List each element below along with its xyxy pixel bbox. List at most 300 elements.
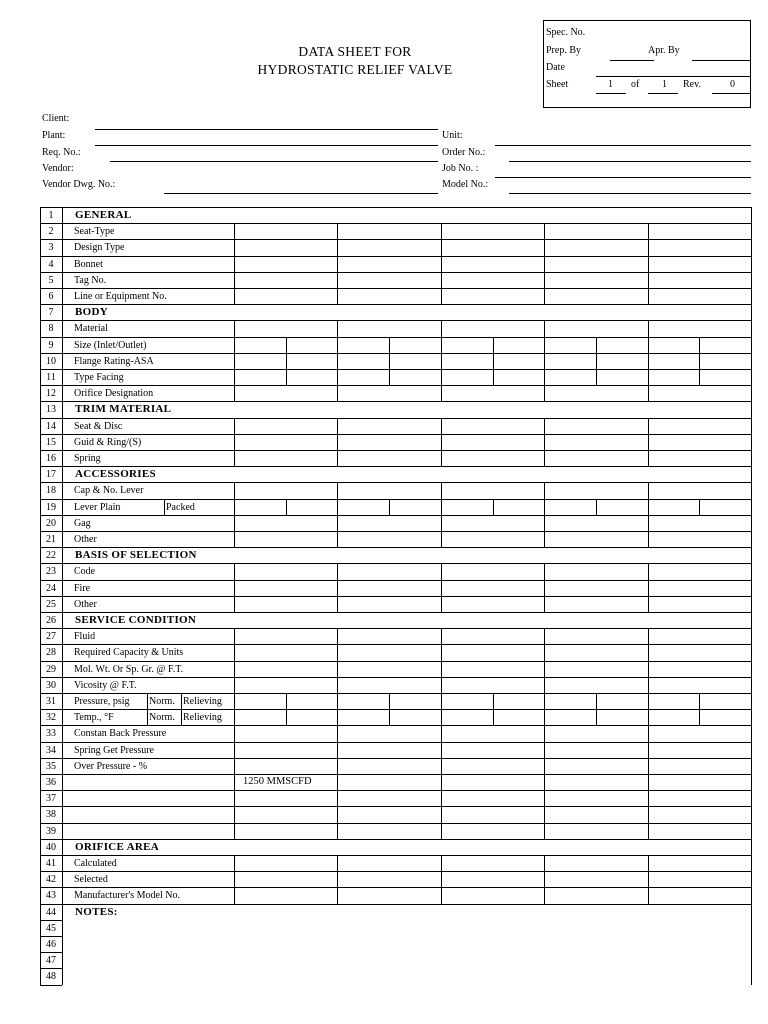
vendor-label: Vendor: [42,163,74,174]
value-cell[interactable] [545,856,646,870]
value-cell[interactable] [235,451,336,465]
value-cell[interactable] [442,564,543,578]
spec-no-label: Spec. No. [546,27,586,38]
req-no-label: Req. No.: [42,147,81,158]
value-cell[interactable] [338,224,439,238]
rev-label: Rev. [683,79,701,90]
row-sub-label: Norm. [149,712,175,724]
value-cell[interactable] [235,807,336,821]
row-number: 15 [46,436,56,448]
value-cell[interactable] [235,338,336,352]
value-cell[interactable] [649,581,750,595]
value-cell[interactable] [442,516,543,530]
value-cell[interactable] [442,386,543,400]
value-cell[interactable] [545,888,646,902]
row-number: 7 [48,307,54,319]
value-cell[interactable] [338,483,439,497]
value-cell[interactable] [338,273,439,287]
value-cell[interactable] [545,500,646,514]
value-cell[interactable] [649,419,750,433]
value-cell[interactable] [442,273,543,287]
value-cell[interactable] [545,710,646,724]
value-cell[interactable] [235,564,336,578]
value-cell[interactable] [235,386,336,400]
row-number: 16 [46,453,56,464]
value-cell[interactable] [338,257,439,271]
notes-row-line [40,952,62,953]
row-number: 42 [46,874,56,886]
value-cell[interactable] [338,500,439,514]
value-cell[interactable] [235,759,336,773]
row-number: 39 [46,825,56,837]
row-label: Lever Plain [74,501,121,513]
value-cell[interactable] [338,645,439,659]
plant-field[interactable] [95,129,438,130]
value-cell[interactable] [545,743,646,757]
value-cell[interactable] [545,662,646,676]
value-cell[interactable] [442,581,543,595]
value-cell[interactable] [545,435,646,449]
value-cell[interactable] [338,710,439,724]
table-top-border [40,207,751,208]
value-cell[interactable] [338,743,439,757]
value-cell[interactable] [338,726,439,740]
value-cell[interactable] [338,856,439,870]
value-cell[interactable] [442,872,543,886]
value-cell[interactable] [545,532,646,546]
value-cell[interactable] [545,240,646,254]
unit-field[interactable] [495,145,751,146]
row-number: 44 [46,906,56,918]
value-cell[interactable] [442,775,543,789]
row-sub-label: Relieving [183,696,222,707]
value-cell[interactable] [235,224,336,238]
value-cell[interactable] [649,435,750,449]
value-cell[interactable] [649,532,750,546]
sub-label-line [164,499,165,515]
value-cell[interactable] [442,694,543,708]
value-cell[interactable] [442,321,543,335]
value-cell[interactable] [649,856,750,870]
sheet-number: 1 [608,79,613,90]
row-number: 27 [46,631,56,643]
value-cell[interactable] [649,321,750,335]
date-label: Date [546,62,565,73]
value-cell[interactable] [442,289,543,303]
row-divider [40,401,751,402]
row-label: Required Capacity & Units [74,647,184,659]
row-divider [40,612,751,613]
value-cell[interactable] [649,597,750,611]
value-cell[interactable] [442,743,543,757]
title-line-1: DATA SHEET FOR [298,44,412,59]
value-cell[interactable] [545,694,646,708]
value-cell[interactable] [649,289,750,303]
value-cell[interactable] [545,483,646,497]
row-label: Manufacturer's Model No. [74,890,180,902]
value-cell[interactable] [545,419,646,433]
row-label: Seat-Type [74,226,115,238]
row-sub-label: Relieving [183,712,222,724]
value-cell[interactable] [338,872,439,886]
value-cell[interactable] [235,678,336,692]
value-cell[interactable] [545,386,646,400]
plant-label: Plant: [42,130,66,141]
vendor-field[interactable] [110,161,438,162]
row-number: 3 [48,242,54,254]
row-number: 19 [46,501,56,513]
value-cell[interactable] [442,726,543,740]
value-cell[interactable] [235,273,336,287]
value-cell[interactable] [442,532,543,546]
notes-row-line [40,936,62,937]
value-cell[interactable] [442,856,543,870]
value-cell[interactable] [545,759,646,773]
row-label: Spring Get Pressure [74,744,154,756]
row-label: TRIM MATERIAL [75,403,172,416]
date-field[interactable] [596,76,750,77]
row-divider [40,839,751,840]
value-cell[interactable] [442,370,543,384]
row-label: Size (Inlet/Outlet) [74,339,147,351]
value-cell[interactable] [649,743,750,757]
value-cell[interactable] [649,791,750,805]
row-number: 4 [48,258,54,270]
rev-value: 0 [730,79,735,90]
value-cell[interactable] [338,240,439,254]
value-cell[interactable] [649,386,750,400]
row-number: 37 [46,793,56,805]
value-cell[interactable] [235,872,336,886]
value-cell[interactable] [235,483,336,497]
value-cell[interactable] [649,338,750,352]
value-cell[interactable] [649,370,750,384]
value-cell[interactable] [649,354,750,368]
value-cell[interactable] [338,370,439,384]
value-cell[interactable] [338,888,439,902]
value-cell[interactable] [235,257,336,271]
value-cell[interactable] [442,662,543,676]
value-cell[interactable] [649,694,750,708]
value-cell[interactable] [649,516,750,530]
row-number: 32 [46,712,56,724]
value-cell[interactable] [235,824,336,838]
value-cell[interactable] [649,775,750,789]
value-cell[interactable] [235,419,336,433]
value-cell[interactable] [338,581,439,595]
value-cell[interactable] [338,791,439,805]
value-cell[interactable] [649,629,750,643]
value-cell[interactable] [545,370,646,384]
value-cell[interactable] [545,726,646,740]
value-cell[interactable] [649,240,750,254]
value-cell[interactable] [235,645,336,659]
value-cell[interactable] [235,289,336,303]
value-cell[interactable] [235,629,336,643]
row-label: Tag No. [74,274,107,286]
value-cell[interactable] [545,597,646,611]
vendor-dwg-no-field[interactable] [164,193,438,194]
value-cell[interactable] [545,451,646,465]
req-no-field[interactable] [95,145,438,146]
value-cell[interactable] [442,597,543,611]
value-cell[interactable] [235,354,336,368]
notes-row-line [40,985,62,986]
sheet-total-line [648,93,678,94]
value-cell[interactable] [442,240,543,254]
row-label: BASIS OF SELECTION [75,549,197,562]
row-label: Selected [74,874,108,886]
row-number: 25 [46,598,56,610]
value-cell[interactable] [338,435,439,449]
row-number: 11 [46,372,56,383]
value-cell[interactable] [338,564,439,578]
row-label: Flange Rating-ASA [74,355,154,367]
job-no-field[interactable] [495,177,751,178]
value-cell[interactable] [442,338,543,352]
row-number: 43 [46,890,56,902]
row-number: 34 [46,744,56,756]
apr-by-field[interactable] [692,60,750,61]
value-cell[interactable] [235,581,336,595]
value-cell[interactable] [649,710,750,724]
row-number: 46 [46,939,56,950]
value-cell[interactable] [649,807,750,821]
value-cell[interactable] [442,807,543,821]
row-number: 40 [46,841,56,853]
value-cell[interactable] [338,419,439,433]
value-cell[interactable] [649,483,750,497]
value-cell[interactable] [442,678,543,692]
value-cell[interactable] [649,451,750,465]
value-cell[interactable] [442,888,543,902]
row-number: 12 [46,388,56,400]
value-cell[interactable] [235,435,336,449]
value-cell[interactable] [545,224,646,238]
sheet-number-line [596,93,626,94]
row-number: 21 [46,534,56,545]
value-cell[interactable] [338,289,439,303]
row-sub-label: Norm. [149,696,175,707]
row-label: NOTES: [75,905,118,918]
value-cell[interactable] [649,224,750,238]
row-label: Design Type [74,242,125,254]
value-cell[interactable] [442,710,543,724]
sheet-label: Sheet [546,79,569,90]
value-cell[interactable] [442,645,543,659]
value-cell[interactable] [545,629,646,643]
row-number: 36 [46,777,56,788]
value-cell[interactable] [235,710,336,724]
value-cell[interactable] [235,500,336,514]
row-number: 2 [48,226,54,238]
value-cell[interactable] [338,807,439,821]
value-cell[interactable] [545,564,646,578]
row-label: SERVICE CONDITION [75,614,197,626]
value-cell[interactable] [235,321,336,335]
row-label: Other [74,534,97,545]
row-label: Material [74,323,108,335]
value-cell[interactable] [442,791,543,805]
sub-label-line [181,693,182,709]
cell-value: 1250 MMSCFD [243,776,312,787]
row-number: 33 [46,728,56,740]
value-cell[interactable] [545,257,646,271]
spec-box [543,20,751,108]
value-cell[interactable] [235,888,336,902]
row-label: BODY [75,306,108,319]
row-number: 24 [46,582,56,594]
row-label: Vicosity @ F.T. [74,679,137,691]
value-cell[interactable] [235,791,336,805]
value-cell[interactable] [442,257,543,271]
value-cell[interactable] [649,645,750,659]
value-cell[interactable] [545,273,646,287]
value-cell[interactable] [338,451,439,465]
row-label: Fire [74,582,91,594]
value-cell[interactable] [545,581,646,595]
value-cell[interactable] [649,759,750,773]
value-cell[interactable] [649,726,750,740]
order-no-label: Order No.: [442,147,486,158]
value-cell[interactable] [442,824,543,838]
value-cell[interactable] [649,662,750,676]
row-divider [40,466,751,467]
value-cell[interactable] [442,629,543,643]
value-cell[interactable] [338,321,439,335]
value-cell[interactable] [545,354,646,368]
value-cell[interactable] [235,597,336,611]
row-number: 20 [46,517,56,529]
value-cell[interactable] [442,483,543,497]
vendor-dwg-no-label: Vendor Dwg. No.: [42,179,116,190]
client-label: Client: [42,113,70,124]
value-cell[interactable] [442,759,543,773]
value-cell[interactable] [235,662,336,676]
table-right-border [751,207,752,985]
value-cell[interactable] [338,532,439,546]
row-number: 9 [48,339,54,351]
value-cell[interactable] [649,273,750,287]
value-cell[interactable] [338,629,439,643]
row-number: 48 [46,971,56,983]
row-number: 26 [46,615,56,626]
row-number: 35 [46,760,56,772]
value-cell[interactable] [442,500,543,514]
value-cell[interactable] [649,564,750,578]
row-number: 45 [46,922,56,934]
notes-row-line [40,968,62,969]
row-label: Gag [74,517,91,529]
value-cell[interactable] [338,694,439,708]
value-cell[interactable] [338,759,439,773]
value-cell[interactable] [649,257,750,271]
value-cell[interactable] [649,872,750,886]
row-label: Bonnet [74,258,103,270]
value-cell[interactable] [235,743,336,757]
value-cell[interactable] [649,500,750,514]
rev-line [712,93,750,94]
value-cell[interactable] [545,516,646,530]
row-label: Guid & Ring/(S) [74,436,142,448]
value-cell[interactable] [545,321,646,335]
row-number: 22 [46,550,56,562]
data-sheet-table [40,207,751,986]
row-label: Orifice Designation [74,388,154,400]
value-cell[interactable] [338,386,439,400]
unit-label: Unit: [442,130,463,141]
row-sub-label: Packed [166,501,195,513]
notes-row-line [40,920,62,921]
value-cell[interactable] [442,435,543,449]
row-number: 8 [48,323,54,335]
value-cell[interactable] [442,419,543,433]
value-cell[interactable] [442,354,543,368]
row-label: GENERAL [75,209,132,221]
model-no-field[interactable] [509,193,751,194]
value-cell[interactable] [235,370,336,384]
value-cell[interactable] [545,872,646,886]
value-cell[interactable] [545,338,646,352]
value-cell[interactable] [649,824,750,838]
row-number: 6 [48,291,54,302]
row-label: ORIFICE AREA [75,840,159,853]
of-label: of [631,79,640,90]
value-cell[interactable] [338,354,439,368]
value-cell[interactable] [649,888,750,902]
value-cell[interactable] [545,645,646,659]
row-number: 29 [46,663,56,675]
value-cell[interactable] [338,597,439,611]
row-label: Mol. Wt. Or Sp. Gr. @ F.T. [74,663,184,675]
value-cell[interactable] [235,694,336,708]
prep-by-field[interactable] [610,60,654,61]
value-cell[interactable] [649,678,750,692]
row-number: 18 [46,485,56,497]
value-cell[interactable] [338,662,439,676]
value-cell[interactable] [545,824,646,838]
value-cell[interactable] [235,726,336,740]
row-number: 14 [46,420,56,432]
row-number: 31 [46,696,56,707]
row-number: 17 [46,469,56,481]
order-no-field[interactable] [509,161,751,162]
value-cell[interactable] [338,775,439,789]
value-cell[interactable] [338,678,439,692]
apr-by-label: Apr. By [648,45,680,56]
value-cell[interactable] [545,289,646,303]
row-divider [40,904,751,905]
value-cell[interactable] [235,532,336,546]
value-cell[interactable] [545,775,646,789]
row-number: 41 [46,858,56,869]
value-cell[interactable] [338,824,439,838]
row-divider [40,547,751,548]
value-cell[interactable] [338,338,439,352]
value-cell[interactable] [545,678,646,692]
value-cell[interactable] [545,791,646,805]
sub-label-line [181,709,182,725]
row-label: Cap & No. Lever [74,485,144,497]
value-cell[interactable] [235,516,336,530]
row-label: Seat & Disc [74,420,123,432]
value-cell[interactable] [235,240,336,254]
value-cell[interactable] [442,451,543,465]
value-cell[interactable] [235,856,336,870]
value-cell[interactable] [442,224,543,238]
value-cell[interactable] [545,807,646,821]
value-cell[interactable] [338,516,439,530]
